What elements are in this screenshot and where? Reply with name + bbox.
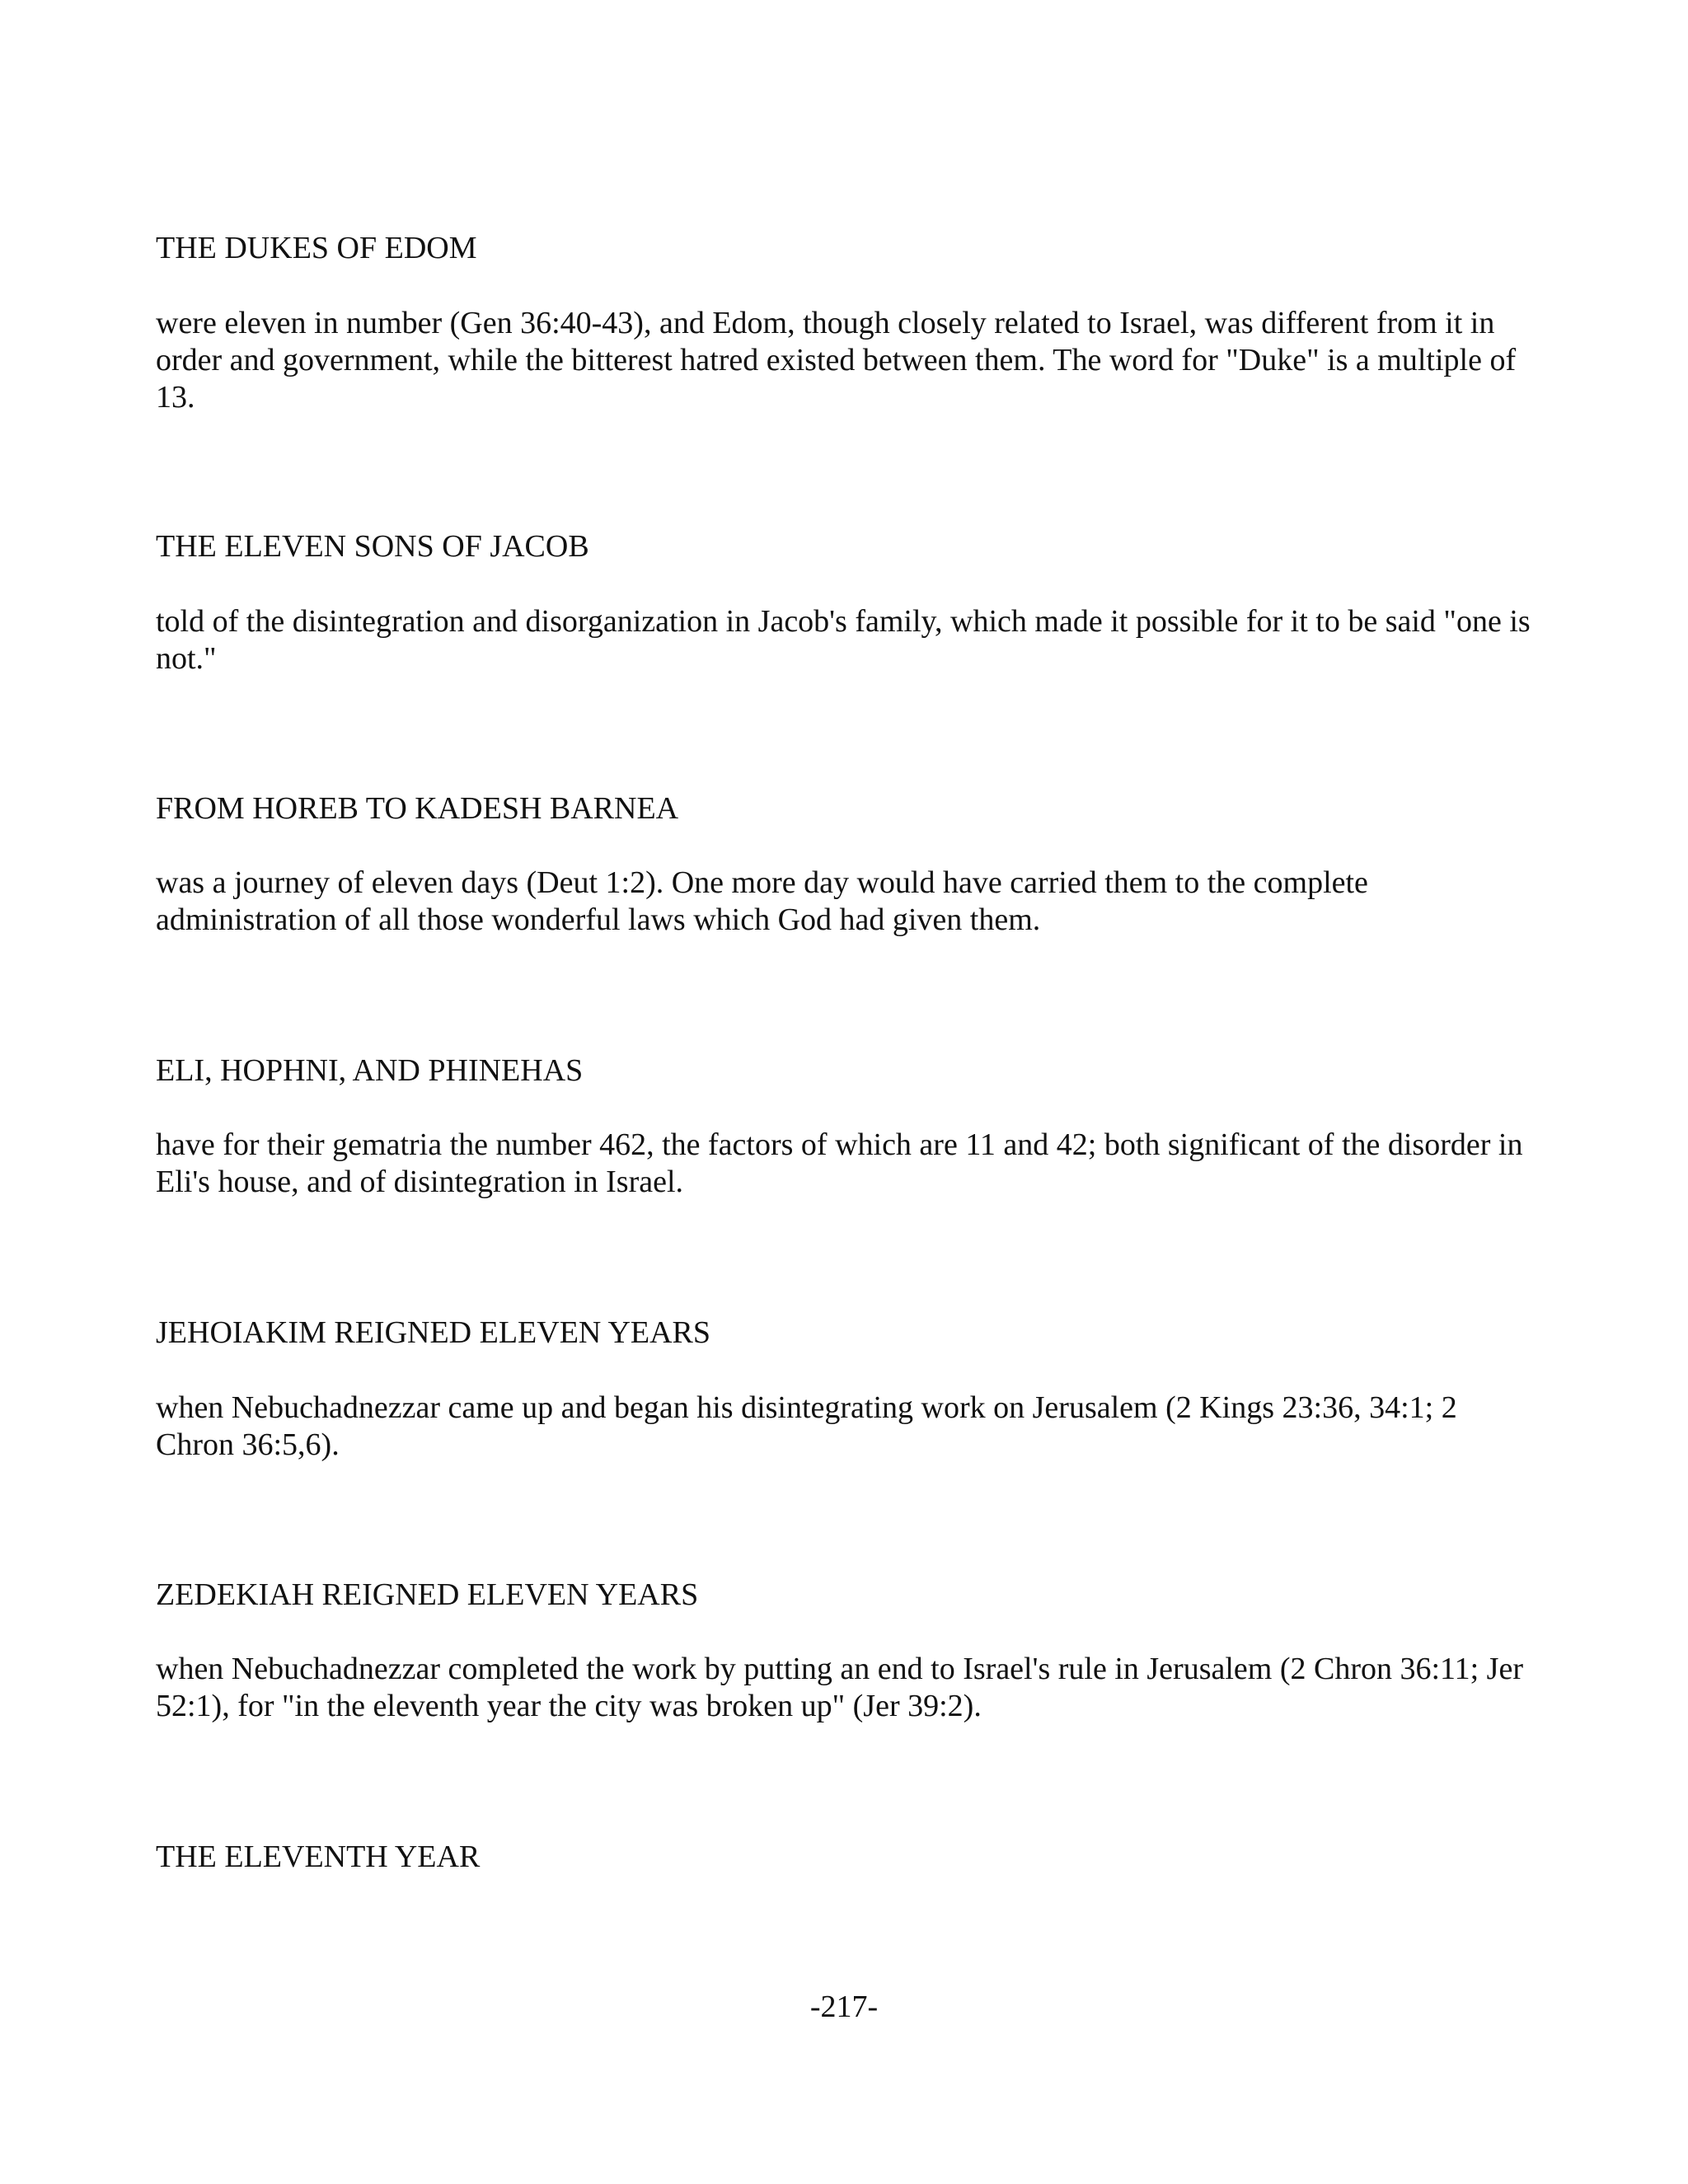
section-heading-dukes-of-edom: THE DUKES OF EDOM bbox=[156, 231, 477, 265]
section-heading-zedekiah: ZEDEKIAH REIGNED ELEVEN YEARS bbox=[156, 1577, 699, 1612]
section-text-eleven-sons-of-jacob: told of the disintegration and disorganization in Jacob's family, which made it possible for it to be said "one is not." bbox=[156, 604, 1531, 676]
section-text-horeb-to-kadesh-barnea: was a journey of eleven days (Deut 1:2). One more day would have carried them to the complete administration of all those wonderful laws which God had given them. bbox=[156, 865, 1368, 937]
page-number: -217- bbox=[809, 1990, 879, 2024]
section-heading-horeb-to-kadesh-barnea: FROM HOREB TO KADESH BARNEA bbox=[156, 791, 679, 826]
section-heading-eleven-sons-of-jacob: THE ELEVEN SONS OF JACOB bbox=[156, 529, 589, 564]
section-text-eli-hophni-phinehas: have for their gematria the number 462, the factors of which are 11 and 42; both significant of the disorder in Eli's house, and of disintegration in Israel. bbox=[156, 1127, 1523, 1199]
section-text-dukes-of-edom: were eleven in number (Gen 36:40-43), and Edom, though closely related to Israel, was different from it in order and government, while the bitterest hatred existed between them. The word for "Duke" is a multiple of 13. bbox=[156, 306, 1517, 415]
section-heading-jehoiakim: JEHOIAKIM REIGNED ELEVEN YEARS bbox=[156, 1315, 711, 1350]
section-text-jehoiakim: when Nebuchadnezzar came up and began his disintegrating work on Jerusalem (2 Kings 23:36, 34:1; 2 Chron 36:5,6). bbox=[156, 1390, 1457, 1462]
section-text-zedekiah: when Nebuchadnezzar completed the work by putting an end to Israel's rule in Jerusalem (2 Chron 36:11; Jer 52:1), for "in the eleventh year the city was broken up" (Jer 39:2). bbox=[156, 1652, 1523, 1723]
section-heading-eleventh-year: THE ELEVENTH YEAR bbox=[156, 1840, 481, 1874]
section-heading-eli-hophni-phinehas: ELI, HOPHNI, AND PHINEHAS bbox=[156, 1053, 584, 1088]
